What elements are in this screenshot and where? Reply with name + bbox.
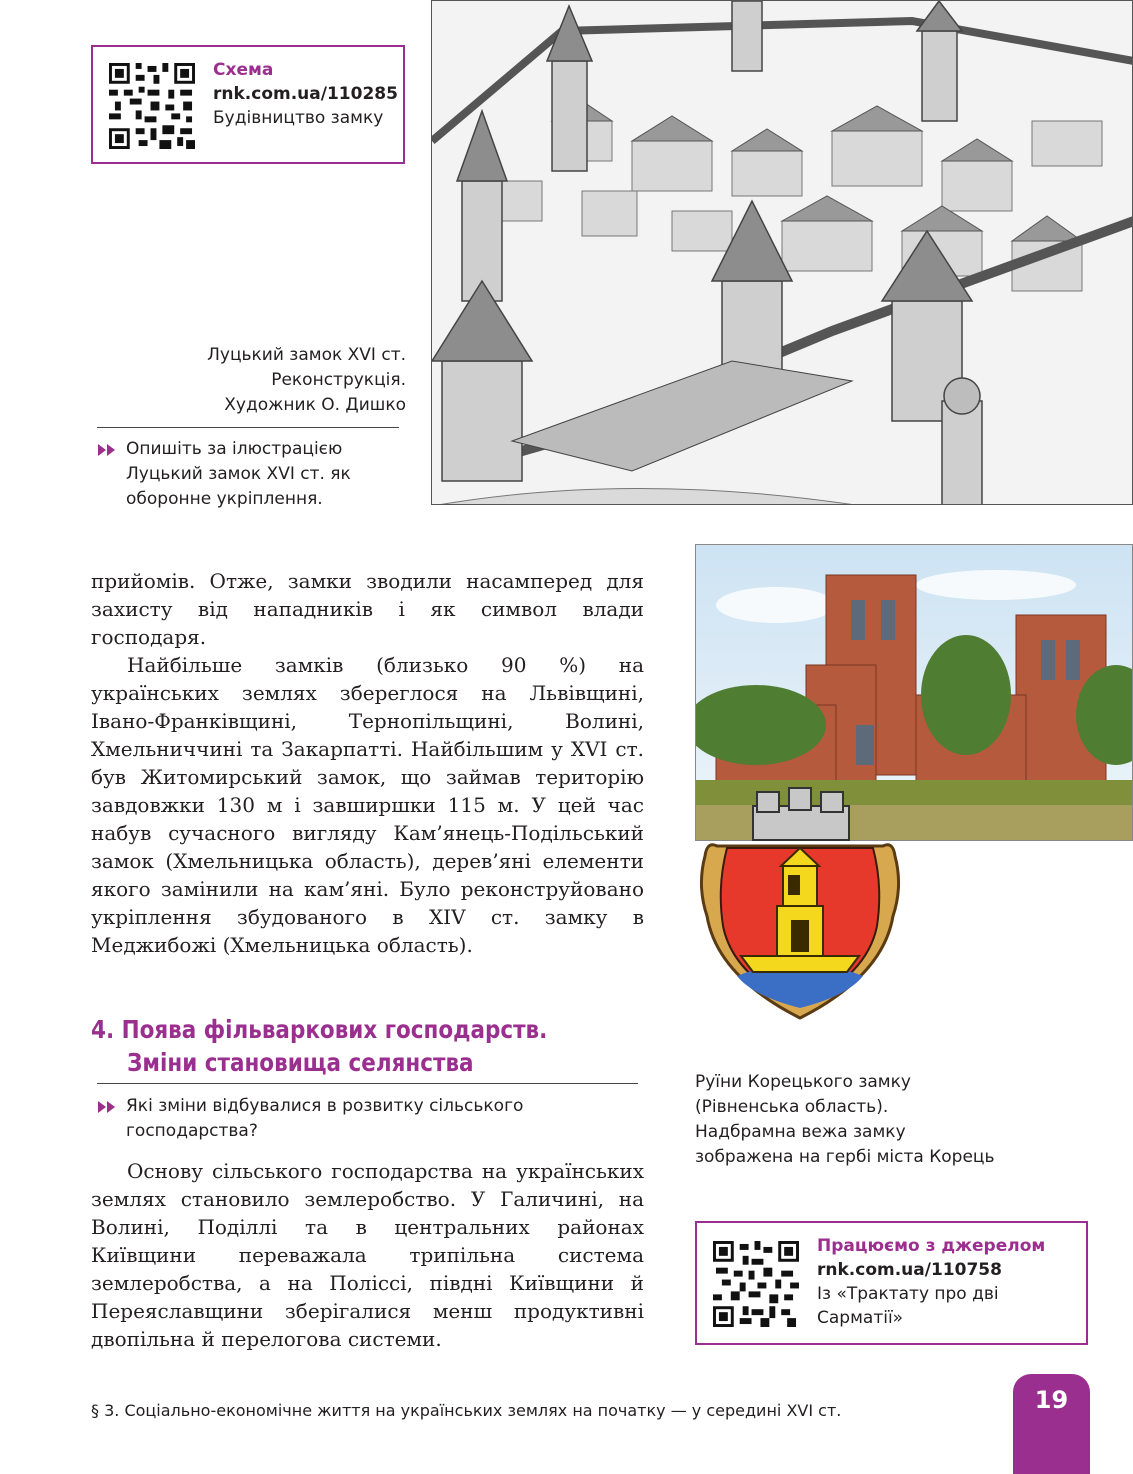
coat-of-arms-korets — [697, 786, 903, 1026]
qr-box-link[interactable]: rnk.com.ua/110285 — [213, 84, 398, 104]
heading-divider — [97, 1083, 638, 1084]
castle-caption-line: Художник О. Дишко — [224, 395, 406, 415]
double-arrow-icon — [98, 1101, 116, 1113]
qr-box-scheme[interactable] — [91, 45, 405, 164]
page-number-tab — [1013, 1374, 1090, 1474]
double-arrow-icon — [98, 444, 116, 456]
ruins-caption-line: (Рівненська область). — [695, 1097, 889, 1117]
question-agriculture — [98, 1094, 568, 1144]
body-text-agriculture — [91, 1157, 644, 1353]
qr-box-description: Будівництво замку — [213, 108, 384, 128]
qr-code-icon[interactable] — [109, 63, 195, 149]
section-heading-line1: 4. Поява фільваркових господарств. — [91, 1015, 548, 1044]
paragraph: Основу сільського господарства на українських землях становило землеробство. У Галичині, на Волині, Поділлі та в центральних районах Київщини переважала трипільна система землеробства, а на Поліссі, півдні Київщини й Переяславщини зберігалися менш продуктивні двопільна й перелогова системи. — [91, 1159, 644, 1351]
castle-caption-line: Реконструкція. — [271, 370, 406, 390]
ruins-caption-line: зображена на гербі міста Корець — [695, 1147, 995, 1167]
section-heading-line2: Зміни становища селянства — [127, 1048, 474, 1077]
page-number: 19 — [1034, 1386, 1069, 1414]
body-text-castles — [91, 567, 644, 959]
ruins-caption-line: Руїни Корецького замку — [695, 1072, 911, 1092]
castle-caption-line: Луцький замок XVI ст. — [207, 345, 406, 365]
qr-box-source[interactable] — [695, 1221, 1088, 1345]
section-heading — [91, 1013, 573, 1079]
qr-box-title: Працюємо з джерелом — [817, 1236, 1046, 1256]
castle-illustration — [431, 0, 1133, 505]
question-text: Опишіть за ілюстрацією Луцький замок XVI ст. як оборонне укріплення. — [126, 439, 351, 509]
ruins-caption-line: Надбрамна вежа замку — [695, 1122, 906, 1142]
caption-divider — [97, 427, 399, 428]
question-describe-castle — [98, 437, 398, 512]
ruins-caption — [695, 1070, 1055, 1170]
question-text: Які зміни відбувалися в розвитку сільського господарства? — [126, 1096, 524, 1141]
qr-code-icon[interactable] — [713, 1241, 799, 1327]
qr-box-description: Із «Трактату про дві Сарматії» — [817, 1284, 999, 1328]
tower-icon — [777, 848, 823, 956]
castle-caption — [140, 343, 406, 418]
qr-box-link[interactable]: rnk.com.ua/110758 — [817, 1260, 1002, 1280]
paragraph: прийомів. Отже, замки зводили насамперед для захисту від нападників і як символ влади господаря. — [91, 569, 644, 649]
qr-box-title: Схема — [213, 60, 274, 80]
running-footer: § 3. Соціально-економічне життя на українських землях на початку — у середині XVI ст. — [91, 1401, 842, 1420]
crown-icon — [753, 788, 849, 840]
paragraph: Найбільше замків (близько 90 %) на українських землях збереглося на Львівщині, Івано-Франківщині, Тернопільщині, Волині, Хмельниччині та Закарпатті. Найбільшим у XVI ст. був Житомирський замок, що займав територію завдовжки 130 м і завширшки 115 м. У цей час набув сучасного вигляду Кам’янець-Подільський замок (Хмельницька область), дерев’яні елементи якого замінили на кам’яні. Було реконструйовано укріплення збудованого в XIV ст. замку в Меджибожі (Хмельницька область). — [91, 653, 644, 957]
